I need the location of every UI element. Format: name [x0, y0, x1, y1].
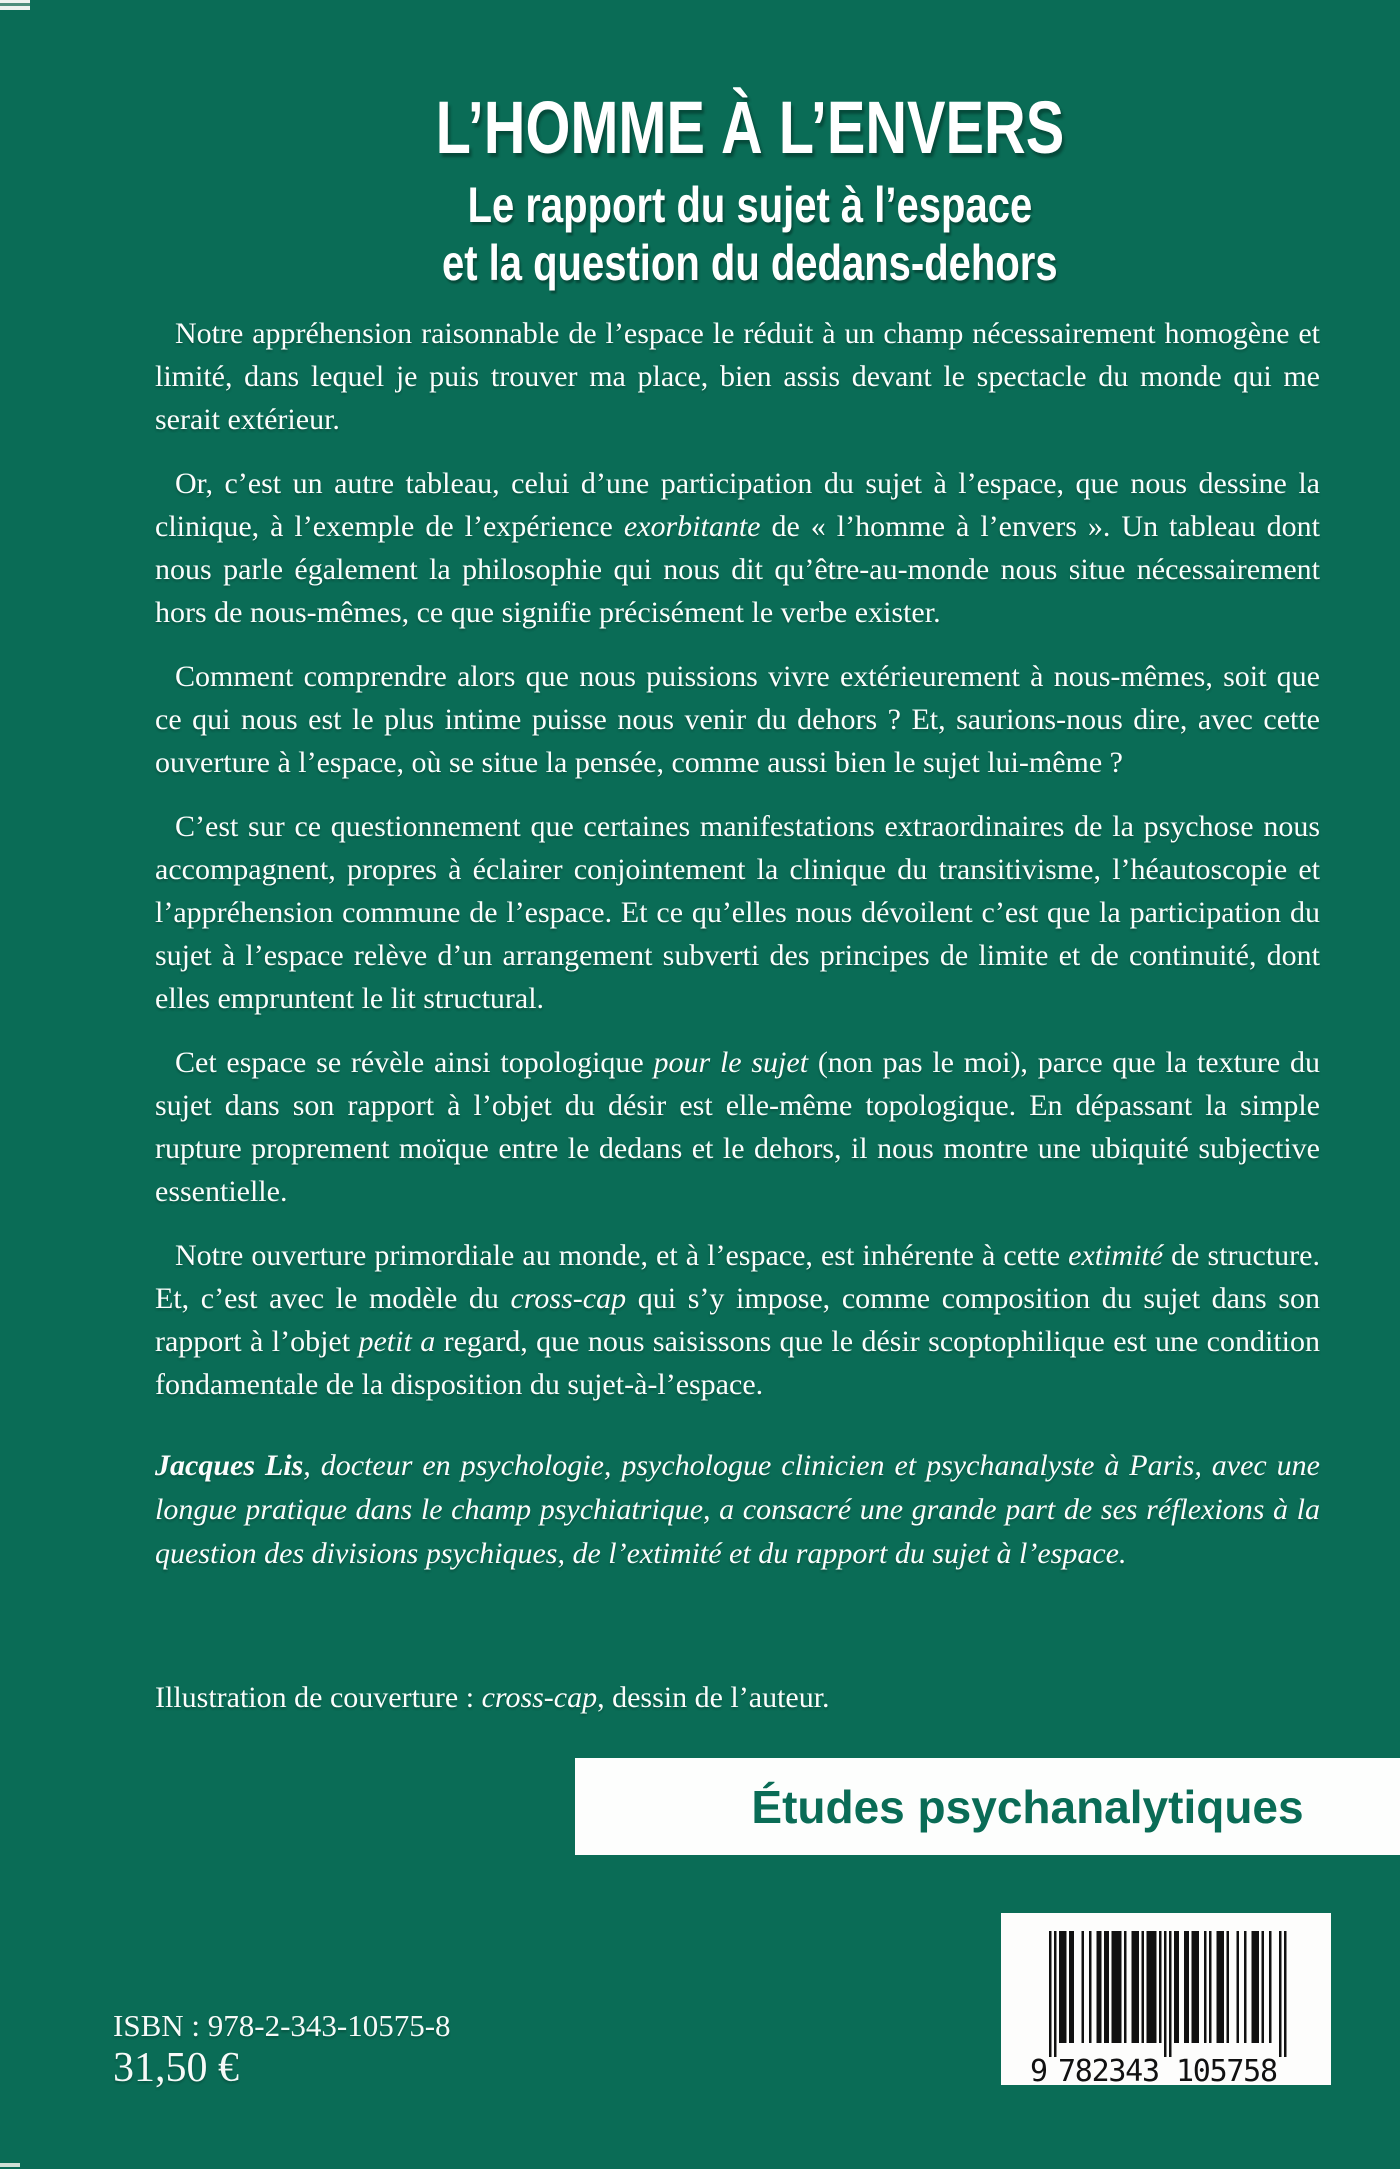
- paragraph: Or, c’est un autre tableau, celui d’une participation du sujet à l’espace, que nous dessine la clinique, à l’exemple de l’expérience exorbitante de « l’homme à l’envers ». Un tableau dont nous parle également la philosophie qui nous dit qu’être-au-monde nous situe nécessairement hors de nous-mêmes, ce que signifie précisément le verbe exister.: [155, 467, 1320, 629]
- subtitle-line-1: Le rapport du sujet à l’espace: [467, 177, 1033, 233]
- barcode-bar: [1114, 1931, 1117, 2043]
- barcode-bar: [1117, 1931, 1120, 2043]
- book-title-text: L’HOMME À L’ENVERS: [435, 86, 1065, 169]
- barcode-bar: [1152, 1931, 1155, 2043]
- barcode-bar: [1154, 1931, 1157, 2043]
- book-title: [90, 88, 1400, 168]
- barcode-digits: 9: [1030, 2054, 1049, 2083]
- barcode-bar: [1244, 1931, 1247, 2043]
- paragraph: Cet espace se révèle ainsi topologique pour le sujet (non pas le moi), parce que la texture du sujet dans son rapport à l’objet du désir est elle-même topologique. En dépassant la simple rupture proprement moïque entre le dedans et le dehors, il nous montre une ubiquité subjective essentielle.: [155, 1046, 1321, 1208]
- barcode-bar: [1252, 1931, 1255, 2043]
- barcode-bar: [1059, 1931, 1062, 2043]
- paragraph: C’est sur ce questionnement que certaines manifestations extraordinaires de la psychose nous accompagnent, propres à éclairer conjointement la clinique du transitivisme, l’héautoscopie et l’appréhension commune de l’espace. Et ce qu’elles nous dévoilent c’est que la participation du sujet à l’espace relève d’un arrangement subverti des principes de limite et de continuité, dont elles empruntent le lit structural.: [155, 810, 1320, 1015]
- barcode-bar: [1137, 1931, 1140, 2043]
- barcode-bar: [1062, 1931, 1065, 2043]
- price-label: 31,50 €: [113, 2045, 239, 2091]
- collection-label: Études psychanalytiques: [751, 1780, 1304, 1833]
- barcode-digits: 105758: [1176, 2054, 1278, 2083]
- barcode-bar: [1147, 1931, 1150, 2043]
- barcode-bar: [1254, 1931, 1257, 2043]
- barcode-bar: [1134, 1931, 1137, 2043]
- paragraph: Notre appréhension raisonnable de l’espace le réduit à un champ nécessairement homogène et limité, dans lequel je puis trouver ma place, bien assis devant le spectacle du monde qui me serait extérieur.: [155, 317, 1320, 436]
- isbn-label: ISBN : 978-2-343-10575-8: [113, 2008, 451, 2043]
- barcode-bar: [1107, 1931, 1110, 2043]
- body-paragraphs: [155, 312, 1320, 1406]
- barcode-bar: [1064, 1931, 1067, 2043]
- barcode-bar: [1142, 1931, 1145, 2043]
- cover-credit: [155, 1676, 1320, 1719]
- author-note-text: Jacques Lis, docteur en psychologie, psychologue clinicien et psychanalyste à Paris, avec une longue pratique dans le champ psychiatrique, a consacré une grande part de ses réflexions à la question des divisions psychiques, de l’extimité et du rapport du sujet à l’espace.: [155, 1449, 1320, 1570]
- barcode-bar: [1054, 1931, 1057, 2057]
- barcode-bar: [1072, 1931, 1075, 2043]
- barcode-bar: [1269, 1931, 1272, 2043]
- barcode-bar: [1164, 1931, 1167, 2057]
- barcode-bar: [1082, 1931, 1085, 2043]
- book-subtitle: [90, 176, 1400, 292]
- barcode-bar: [1132, 1931, 1135, 2043]
- barcode-bar: [1069, 1931, 1072, 2043]
- barcode-bar: [1222, 1931, 1225, 2043]
- barcode-bar: [1262, 1931, 1265, 2043]
- barcode-bar: [1187, 1931, 1190, 2043]
- barcode-bar: [1237, 1931, 1240, 2043]
- barcode-bar: [1177, 1931, 1180, 2043]
- barcode-bar: [1217, 1931, 1220, 2043]
- barcode-bar: [1119, 1931, 1122, 2043]
- barcode-bar: [1104, 1931, 1107, 2043]
- barcode-bar: [1209, 1931, 1212, 2043]
- barcode-bar: [1257, 1931, 1260, 2043]
- ean13-barcode: [1016, 1931, 1316, 2083]
- paragraph: Comment comprendre alors que nous puissions vivre extérieurement à nous-mêmes, soit que ce qui nous est le plus intime puisse nous venir du dehors ? Et, saurions-nous dire, avec cette ouverture à l’espace, où se situe la pensée, comme aussi bien le sujet lui-même ?: [155, 660, 1320, 779]
- barcode-bar: [1284, 1931, 1287, 2057]
- paragraph: Notre ouverture primordiale au monde, et à l’espace, est inhérente à cette extimité de structure. Et, c’est avec le modèle du cross-cap qui s’y impose, comme composition du sujet dans son rapport à l’objet petit a regard, que nous saisissons que le désir scoptophilique est une condition fondamentale de la disposition du sujet-à-l’espace.: [155, 1239, 1320, 1401]
- subtitle-line-2: et la question du dedans-dehors: [442, 235, 1058, 291]
- collection-banner: [575, 1758, 1400, 1855]
- cover-credit-text: Illustration de couverture : cross-cap, dessin de l’auteur.: [155, 1681, 830, 1714]
- barcode-bar: [1194, 1931, 1197, 2043]
- barcode-box: [1001, 1913, 1331, 2085]
- barcode-bar: [1174, 1931, 1177, 2043]
- barcode-digits: 782343: [1058, 2054, 1160, 2083]
- barcode-bar: [1184, 1931, 1187, 2043]
- barcode-bar: [1169, 1931, 1172, 2057]
- barcode-bar: [1219, 1931, 1222, 2043]
- scan-artifact-bottom-left: [0, 2163, 20, 2167]
- barcode-bar: [1089, 1931, 1092, 2043]
- scan-artifact-top-left: [0, 0, 30, 10]
- barcode-bar: [1159, 1931, 1162, 2043]
- barcode-bar: [1197, 1931, 1200, 2043]
- body-column: [155, 312, 1320, 1719]
- barcode-bar: [1112, 1931, 1115, 2043]
- author-note: [155, 1444, 1320, 1576]
- barcode-bar: [1279, 1931, 1282, 2057]
- barcode-bar: [1149, 1931, 1152, 2043]
- barcode-bar: [1192, 1931, 1195, 2043]
- barcode-bar: [1204, 1931, 1207, 2043]
- barcode-bar: [1049, 1931, 1052, 2057]
- header-block: [90, 88, 1400, 292]
- barcode-bar: [1227, 1931, 1230, 2043]
- barcode-bar: [1124, 1931, 1127, 2043]
- barcode-bar: [1099, 1931, 1102, 2043]
- barcode-bar: [1097, 1931, 1100, 2043]
